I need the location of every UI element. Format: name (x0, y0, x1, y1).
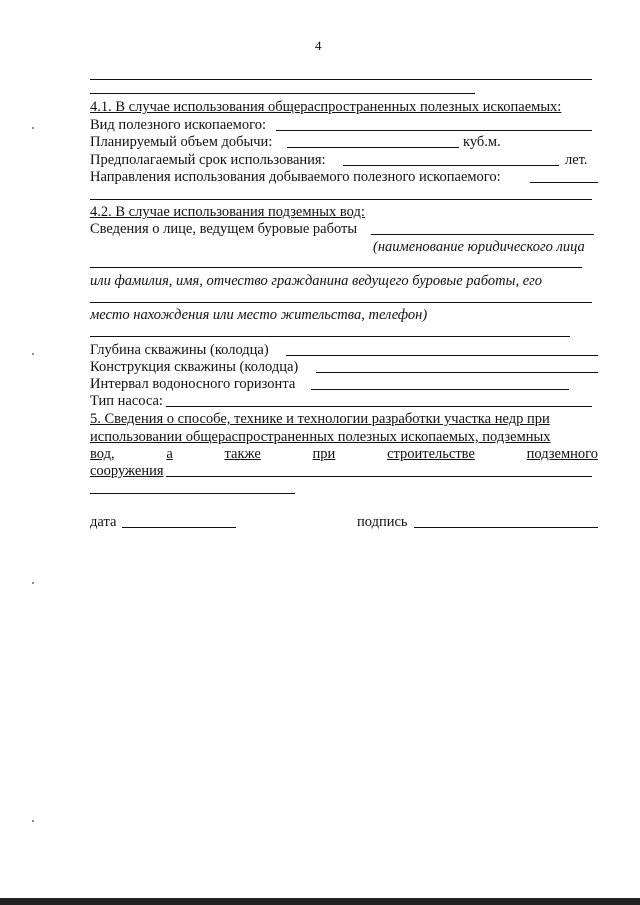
mineral-type-label: Вид полезного ископаемого: (90, 117, 266, 133)
well-depth-label: Глубина скважины (колодца) (90, 342, 269, 358)
planned-volume-label: Планируемый объем добычи: (90, 134, 273, 150)
well-depth-field[interactable] (286, 355, 598, 356)
driller-field[interactable] (371, 234, 594, 235)
expected-term-field[interactable] (343, 165, 559, 166)
driller-field-line4[interactable] (90, 336, 570, 337)
planned-volume-field[interactable] (287, 147, 459, 148)
section-5-word: также (224, 446, 261, 462)
pump-type-label: Тип насоса: (90, 393, 163, 409)
section-5-word: вод, (90, 446, 115, 462)
scan-dot (32, 820, 34, 822)
scan-dot (32, 582, 34, 584)
section-5-line-3 (90, 445, 598, 463)
driller-label: Сведения о лице, ведущем буровые работы (90, 221, 358, 237)
aquifer-interval-field[interactable] (311, 389, 569, 390)
section-5-word: строительстве (387, 446, 475, 462)
driller-field-line3[interactable] (90, 302, 592, 303)
directions-field[interactable] (530, 182, 598, 183)
section-5-word: при (312, 446, 336, 462)
top-rule-2 (90, 93, 475, 94)
date-field[interactable] (122, 527, 236, 528)
top-rule-1 (90, 79, 592, 80)
section-4-1-heading: 4.1. В случае использования общераспространенных полезных ископаемых: (90, 99, 562, 115)
driller-hint-1: (наименование юридического лица (373, 239, 585, 255)
scan-bottom-edge (0, 898, 640, 905)
driller-hint-2: или фамилия, имя, отчество гражданина ведущего буровые работы, его (90, 273, 543, 289)
section-5-line-4: сооружения (90, 463, 164, 479)
directions-label: Направления использования добываемого полезного ископаемого: (90, 169, 501, 185)
pump-type-field[interactable] (166, 406, 592, 407)
well-design-label: Конструкция скважины (колодца) (90, 359, 299, 375)
section-5-line-2: использовании общераспространенных полезных ископаемых, подземных (90, 429, 551, 445)
page-number: 4 (315, 38, 322, 53)
section-4-2-heading: 4.2. В случае использования подземных вод: (90, 204, 365, 220)
directions-field-line2[interactable] (90, 199, 592, 200)
signature-field[interactable] (414, 527, 598, 528)
driller-hint-3: место нахождения или место жительства, телефон) (90, 307, 428, 323)
section-5-field[interactable] (166, 476, 592, 477)
section-5-line-1: 5. Сведения о способе, технике и технологии разработки участка недр при (90, 411, 550, 427)
aquifer-interval-label: Интервал водоносного горизонта (90, 376, 296, 392)
well-design-field[interactable] (316, 372, 598, 373)
expected-term-label: Предполагаемый срок использования: (90, 152, 326, 168)
expected-term-unit: лет. (565, 152, 588, 168)
mineral-type-field[interactable] (276, 130, 592, 131)
scan-dot (32, 127, 34, 129)
scan-dot (32, 353, 34, 355)
signature-label: подпись (357, 514, 408, 530)
section-5-word: а (166, 446, 173, 462)
section-5-field-line2[interactable] (90, 493, 295, 494)
driller-field-line2[interactable] (90, 267, 582, 268)
section-5-word: подземного (526, 446, 598, 462)
planned-volume-unit: куб.м. (463, 134, 501, 150)
date-label: дата (90, 514, 117, 530)
